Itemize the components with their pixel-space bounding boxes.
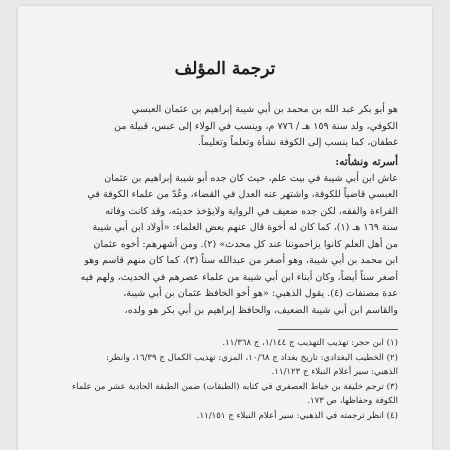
footnote-divider	[278, 329, 398, 330]
body-line: عاش ابن أبي شيبة في بيت علم، حيث كان جده أبو شيبة إبراهيم بن عثمان	[104, 172, 398, 184]
footnote: (١) ابن حجر: تهذيب التهذيب ج ١/١٤٤، ج ١١/٣٦٨.	[222, 338, 398, 348]
footnote: الكوفة وحفاظها، ص ١٧٣.	[307, 396, 398, 407]
body-line: أصغر سناً أيضاً، وكان أبناء ابن أبي شيبة من علماء عصرهم في الحديث، ولهم فيه	[80, 271, 398, 283]
page-content	[52, 58, 398, 424]
footnote: الذهبي: سير أعلام النبلاء ج ١١/١٢٣.	[271, 367, 398, 378]
intro-line: هو أبو بكر عبد الله بن محمد بن أبي شيبة إبراهيم بن عثمان العبسي	[131, 104, 398, 115]
body-line: ابن محمد بن أبي شيبة، وهو أصغر من عبدالله سناً (٣)، كما كان منهم قاسم وهو	[84, 255, 398, 266]
footnote: (٢) الخطيب البغدادي: تاريخ بغداد ج ١٠/٦٨، المزي: تهذيب الكمال ج ١٦/٣٩، وانظر:	[106, 352, 398, 363]
section-heading: أسرته ونشأته:	[335, 155, 398, 168]
intro-line: الكوفي، ولد سنة ١٥٩ هـ / ٧٧٦ م، وينسب في الولاء إلى عبس، قبيلة من	[114, 120, 398, 132]
body-line: القراءة والفقه، لكن جده ضعيف في الرواية ولايؤخذ حديثه، وقد كانت وفاته	[105, 205, 398, 217]
body-line: العبسي قاضياً للكوفة، واشتهر عنه العدل في القضاء، وعُدّ من علماء الكوفة في	[87, 189, 398, 200]
body-line: والقاسم ابن أبي شيبة الضعيف، والحافظ إبراهيم بن أبي بكر هو ولده،	[124, 304, 398, 316]
footnote: (٣) ترجم خليفة بن خياط العصفري في كتابه (الطبقات) ضمن الطبقة الحادية عشر من علماء	[72, 381, 398, 392]
book-page	[18, 6, 432, 450]
body-line: عدة مصنفات (٤). يقول الذهبي: «هو أخو الحافظ عثمان بن أبي شيبة،	[123, 288, 398, 299]
body-line: سنة ١٦٩ هـ (١)، كما كان له أخوة قال عنهم بعض العلماء: «أولاد ابن أبي شيبة	[92, 222, 398, 233]
page-title: ترجمة المؤلف	[174, 59, 276, 79]
intro-line: غطفان، كما ينسب إلى الكوفة نشأة وتعلماً وتعليماً.	[197, 137, 398, 148]
footnote: (٤) انظر ترجمته في الذهبي: سير أعلام النبلاء ج ١١/١٥١.	[196, 410, 398, 421]
body-line: من أهل العلم كانوا يزاحموننا عند كل محدث» (٢). ومن أشهرهم: أخوه عثمان	[93, 238, 398, 250]
